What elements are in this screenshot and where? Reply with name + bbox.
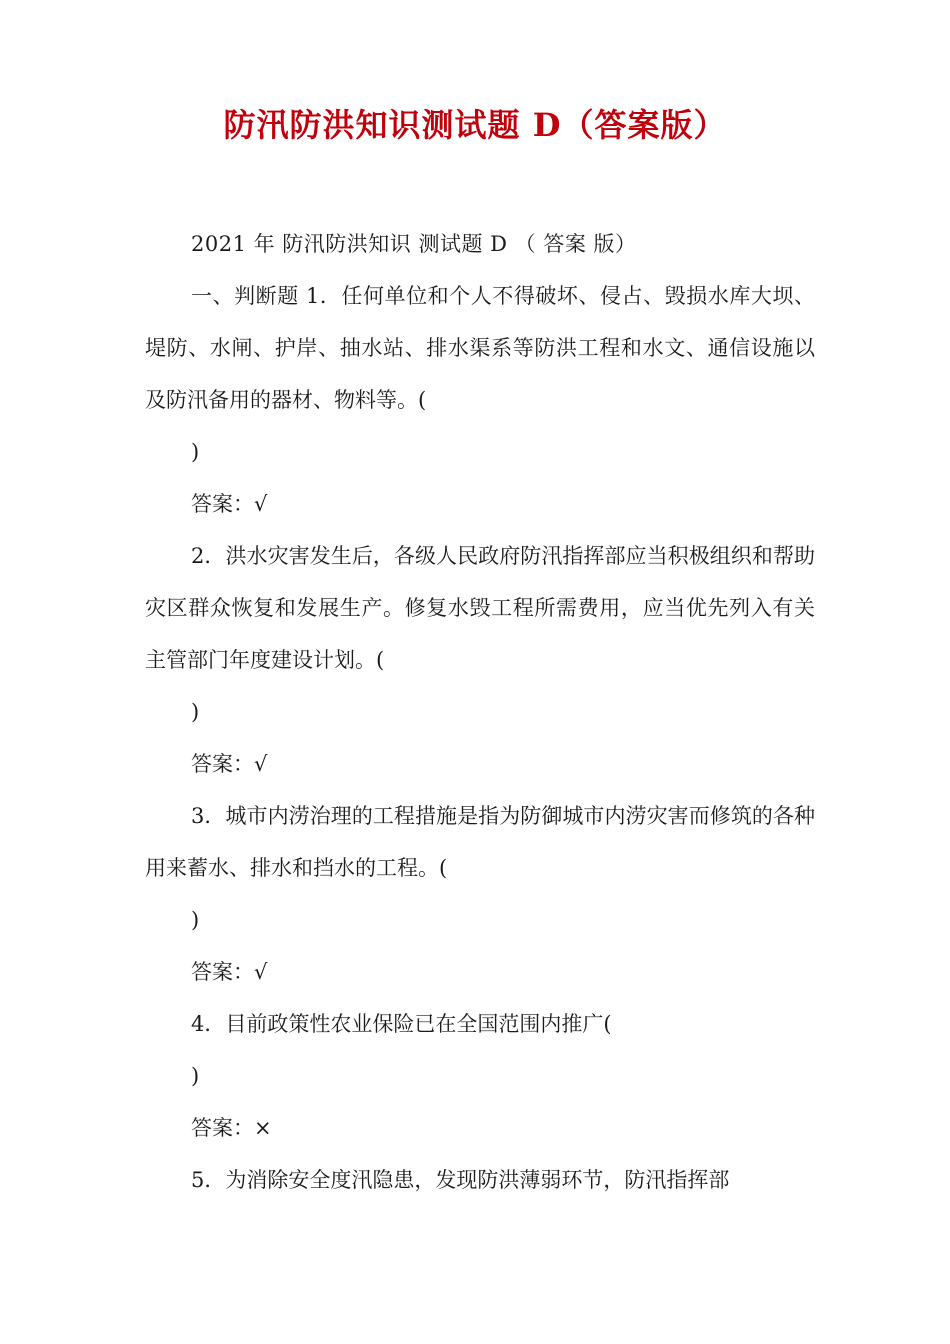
page-title: 防汛防洪知识测试题 D（答案版） [223, 106, 727, 144]
question-4-text: 4．目前政策性农业保险已在全国范围内推广( [191, 1012, 612, 1036]
document-body [145, 218, 815, 1206]
document-subtitle: 2021 年 防汛防洪知识 测试题 D （ 答案 版） [191, 232, 637, 256]
question-5-text: 5．为消除安全度汛隐患，发现防洪薄弱环节，防汛指挥部 [191, 1168, 730, 1192]
question-2-answer: 答案：√ [191, 752, 268, 776]
question-4-answer: 答案：× [191, 1116, 272, 1140]
question-1-close: ) [191, 440, 200, 464]
question-3-answer: 答案：√ [191, 960, 268, 984]
question-2-text: 2．洪水灾害发生后，各级人民政府防汛指挥部应当积极组织和帮助灾区群众恢复和发展生产。修复水毁工程所需费用，应当优先列入有关主管部门年度建设计划。( [145, 544, 815, 672]
question-1-text: 一、判断题 1．任何单位和个人不得破坏、侵占、毁损水库大坝、堤防、水闸、护岸、抽水站、排水渠系等防洪工程和水文、通信设施以及防汛备用的器材、物料等。( [145, 284, 815, 412]
question-1-answer: 答案：√ [191, 492, 268, 516]
question-3-close: ) [191, 908, 200, 932]
question-3-text: 3．城市内涝治理的工程措施是指为防御城市内涝灾害而修筑的各种用来蓄水、排水和挡水的工程。( [145, 804, 815, 880]
question-2-close: ) [191, 700, 200, 724]
question-4-close: ) [191, 1064, 200, 1088]
